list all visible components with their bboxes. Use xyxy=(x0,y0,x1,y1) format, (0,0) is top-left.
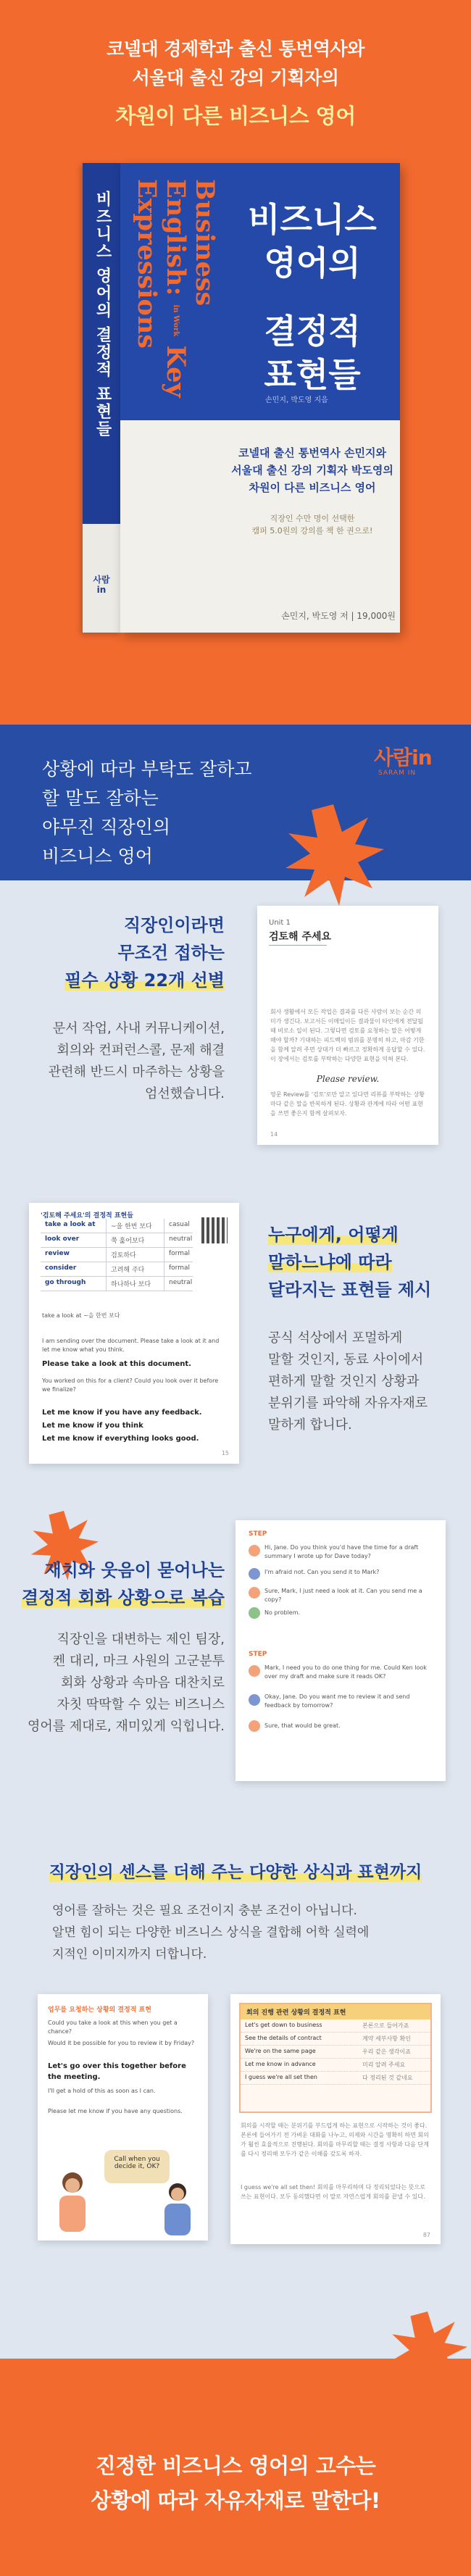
table-title: '검토해 주세요'의 결정적 표현들 xyxy=(41,1212,133,1220)
table-cell-tag: neutral xyxy=(164,1277,193,1291)
step-tag-2: STEP xyxy=(249,1651,267,1658)
table-cell-ko: ~을 한번 보다 xyxy=(106,1219,164,1233)
expression-row xyxy=(241,2059,430,2072)
example-7: Let me know if everything looks good. xyxy=(42,1435,199,1443)
spine-title: 비즈니스 영어의 결정적 표현들 xyxy=(93,191,112,438)
example-4: You worked on this for a client? Could you look over it before we finalize? xyxy=(42,1377,219,1393)
table-cell-en: look over xyxy=(45,1235,80,1243)
feature1-title-3: 필수 상황 22개 선별 xyxy=(64,970,225,991)
table-cell-en: review xyxy=(45,1250,70,1257)
left-line-5: Please let me know if you have any questions. xyxy=(48,2108,183,2114)
expression-row xyxy=(241,2046,430,2059)
feature1-title-1: 직장인이라면 xyxy=(123,915,225,935)
expression-cell-en: See the details of contract xyxy=(245,2035,322,2041)
table-cell-tag: neutral xyxy=(164,1233,193,1247)
spine-bottom xyxy=(83,524,120,633)
sample-page-knowledge-right xyxy=(230,1994,441,2244)
intro-section xyxy=(0,725,471,880)
table-cell-ko: 고려해 주다 xyxy=(106,1262,164,1276)
expression-cell-ko: 본론으로 들어가죠 xyxy=(362,2022,409,2029)
feature2-body-4: 분위기를 파악해 자유자재로 xyxy=(268,1396,428,1411)
expression-cell-ko: 미리 알려 주세요 xyxy=(362,2062,406,2068)
avatar xyxy=(249,1545,260,1556)
feature1-body-1: 문서 작업, 사내 커뮤니케이션, xyxy=(52,1021,225,1036)
english-title xyxy=(132,179,219,420)
hero-line-2: 서울대 출신 강의 기획자의 xyxy=(132,67,339,88)
left-line-4: I'll get a hold of this as soon as I can. xyxy=(48,2088,156,2094)
author-small: 손민지, 박도영 지음 xyxy=(265,396,328,404)
left-line-2: Would it be possible for you to review it by Friday? xyxy=(48,2040,195,2046)
feature3-title-1: 재치와 웃음이 묻어나는 xyxy=(44,1560,225,1580)
feature2-title-1: 누구에게, 어떻게 xyxy=(268,1225,399,1245)
expression-cell-en: We're on the same page xyxy=(245,2048,316,2054)
expression-cell-en: I guess we're all set then xyxy=(245,2074,317,2080)
left-page-head: 업무를 요청하는 상황의 결정적 표현 xyxy=(48,2006,151,2014)
page-paragraph-1: 회사 생활에서 모든 작업은 결과를 다른 사람이 보는 순간 의미가 생긴다. 보고서든 이메일이든 결과물이 타인에게 전달될 때 비로소 일이 된다. 그렇다면 검토를 요청하는 말은 어떻게 해야 할까? 기대하는 피드백의 범위를 분명히 하고, 마감 기한을 함께 알려 주면 상대가 더 빠르고 정확하게 응답할 수 있다. 이 장에서는 검토를 부탁하는 다양한 표현을 익혀 본다. xyxy=(270,1009,425,1062)
book-spine xyxy=(83,163,120,633)
speech-bubble: Call when you decide it, OK? xyxy=(104,2150,170,2183)
book-subtitle-1: 코넬대 출신 통번역사 손민지와 xyxy=(238,446,387,459)
front-top-panel xyxy=(120,163,400,420)
feature4-body-2: 알면 힘이 되는 다양한 비즈니스 상식을 결합해 어학 실력에 xyxy=(52,1925,370,1940)
english-title-2: Key Expressions xyxy=(132,179,191,398)
feature4-title-text: 직장인의 센스를 더해 주는 다양한 상식과 표현까지 xyxy=(49,1863,422,1882)
feature4-body-3: 지적인 이미지까지 더합니다. xyxy=(52,1947,207,1962)
page-number: 14 xyxy=(270,1131,278,1138)
sample-page-unit1 xyxy=(257,906,438,1145)
intro-line-2: 할 말도 잘하는 xyxy=(42,788,159,809)
table-cell-en: consider xyxy=(45,1264,77,1272)
book-title-line-4: 표현들 xyxy=(264,355,361,394)
expression-cell-ko: 다 정리된 것 같네요 xyxy=(362,2075,413,2081)
avatar xyxy=(249,1607,260,1619)
feature4-body-1: 영어를 잘하는 것은 필요 조건이지 충분 조건이 아닙니다. xyxy=(52,1904,357,1918)
feature1-body-2: 회의와 컨퍼런스콜, 문제 해결 xyxy=(57,1043,225,1058)
feature3-body-2: 켄 대리, 마크 사원의 고군분투 xyxy=(52,1654,225,1669)
example-2: I am sending over the document. Please take a look at it and let me know what you think. xyxy=(42,1338,220,1353)
expression-row xyxy=(241,2033,430,2046)
table-row xyxy=(41,1277,193,1291)
person-illustration-icon xyxy=(157,2179,197,2237)
expression-row xyxy=(241,2019,430,2033)
avatar xyxy=(249,1694,260,1706)
page-unit-label: Unit 1 xyxy=(269,919,291,927)
book-note-1: 직장인 수만 명이 선택한 xyxy=(270,514,355,523)
feature2-body-5: 말하게 합니다. xyxy=(268,1417,352,1433)
dialogue-1: Hi, Jane. Do you think you'd have the time for a draft summary I wrote up for Dave today? xyxy=(264,1544,419,1559)
english-title-in-work: in Work xyxy=(172,304,180,337)
feature1-body-3: 관련해 반드시 마주하는 상황을 xyxy=(48,1064,225,1080)
hero-line-3: 차원이 다른 비즈니스 영어 xyxy=(115,104,356,128)
table-cell-tag: formal xyxy=(164,1262,193,1276)
feature2-title xyxy=(268,1221,457,1304)
footer-section xyxy=(0,2359,471,2576)
english-title-1: Business English: xyxy=(161,179,220,307)
footer-line-1: 진정한 비즈니스 영어의 고수는 xyxy=(95,2454,376,2478)
book-title xyxy=(229,198,396,396)
feature3-title xyxy=(14,1556,225,1612)
table-cell-tag: casual xyxy=(164,1219,193,1233)
book-cover xyxy=(83,163,400,645)
dialogue-6: Okay, Jane. Do you want me to review it and send feedback by tomorrow? xyxy=(264,1693,410,1709)
left-line-3: Let's go over this together before the meeting. xyxy=(48,2062,186,2081)
feature1-title-2: 무조건 접하는 xyxy=(117,943,225,963)
table-row xyxy=(41,1233,193,1248)
avatar xyxy=(249,1587,260,1598)
example-1: take a look at ~을 한번 보다 xyxy=(42,1312,120,1319)
feature1-title xyxy=(29,912,225,994)
sample-page-knowledge-left xyxy=(38,1994,208,2241)
table-row xyxy=(41,1248,193,1262)
sample-page-dialogue xyxy=(236,1520,446,1781)
hero-headline xyxy=(0,35,471,133)
feature2-title-3: 달라지는 표현들 제시 xyxy=(268,1280,432,1300)
expression-box xyxy=(239,2003,432,2113)
expression-cell-en: Let's get down to business xyxy=(245,2022,322,2028)
book-subtitle xyxy=(229,444,396,496)
table-cell-tag: formal xyxy=(164,1248,193,1262)
brand-logo-sub: SARAM IN xyxy=(378,770,417,777)
example-5: Let me know if you have any feedback. xyxy=(42,1409,202,1417)
expression-row xyxy=(241,2072,430,2085)
intro-line-4: 비즈니스 영어 xyxy=(42,846,153,867)
table-cell-ko: 검토하다 xyxy=(106,1248,164,1262)
page-review-phrase: Please review. xyxy=(316,1074,380,1084)
feature3-body-4: 자칫 딱딱할 수 있는 비즈니스 xyxy=(57,1697,225,1712)
expression-box-head: 회의 진행 관련 상황의 결정적 표현 xyxy=(241,2004,430,2019)
dialogue-7: Sure, that would be great. xyxy=(264,1722,341,1729)
avatar xyxy=(249,1720,260,1732)
feature4-title xyxy=(0,1859,471,1886)
feature2-body-3: 편하게 말할 것인지 상황과 xyxy=(268,1374,420,1389)
spine-logo: 사람in xyxy=(93,575,110,595)
book-front xyxy=(120,163,400,633)
starburst-icon xyxy=(283,804,384,906)
table-row xyxy=(41,1219,193,1233)
dialogue-3: Sure, Mark, I just need a look at it. Can you send me a copy? xyxy=(264,1588,422,1603)
dialogue-5: Mark, I need you to do one thing for me. Could Ken look over my draft and make sure it reads OK? xyxy=(264,1664,427,1680)
intro-line-1: 상황에 따라 부탁도 잘하고 xyxy=(42,759,252,780)
sample-page-table xyxy=(29,1203,239,1464)
feature3-title-2: 결정적 회화 상황으로 복습 xyxy=(21,1588,225,1608)
table-row xyxy=(41,1262,193,1277)
table-cell-ko: 쭉 훑어보다 xyxy=(106,1233,164,1247)
expression-cell-ko: 계약 세부사항 확인 xyxy=(362,2035,411,2042)
expression-box-rows xyxy=(241,2019,430,2085)
book-price: 손민지, 박도영 저 | 19,000원 xyxy=(281,611,396,621)
page-number: 87 xyxy=(422,2232,430,2238)
intro-text xyxy=(42,755,252,871)
book-note xyxy=(229,512,396,537)
book-note-2: 캠퍼 5.0원의 강의를 책 한 권으로! xyxy=(251,526,373,535)
book-subtitle-3: 차원이 다른 비즈니스 영어 xyxy=(249,481,376,494)
dialogue-2: I'm afraid not. Can you send it to Mark? xyxy=(264,1569,380,1575)
dialogue-4: No problem. xyxy=(264,1609,301,1616)
brand-logo: 사람in xyxy=(374,746,432,770)
footer-text xyxy=(0,2448,471,2518)
expression-cell-en: Let me know in advance xyxy=(245,2061,316,2067)
feature3-body xyxy=(7,1629,225,1738)
table-cell-ko: 하나하나 보다 xyxy=(106,1277,164,1291)
example-6: Let me know if you think xyxy=(42,1422,143,1430)
expression-table xyxy=(41,1219,193,1291)
page-number: 15 xyxy=(221,1450,229,1456)
feature1-body xyxy=(14,1018,225,1105)
avatar xyxy=(249,1665,260,1677)
book-subtitle-2: 서울대 출신 강의 기획자 박도영의 xyxy=(231,464,393,477)
feature2-body xyxy=(268,1327,464,1436)
hero-line-1: 코넬대 경제학과 출신 통번역사와 xyxy=(107,38,364,59)
feature2-title-2: 말하느냐에 따라 xyxy=(268,1252,392,1272)
step-tag-1: STEP xyxy=(249,1530,267,1538)
feature2-title-1-wrap xyxy=(268,1221,457,1249)
feature3-title-2-wrap xyxy=(14,1584,225,1612)
intro-line-3: 야무진 직장인의 xyxy=(42,817,170,838)
feature2-body-2: 말할 것인지, 동료 사이에서 xyxy=(268,1352,424,1367)
person-illustration-icon xyxy=(51,2168,94,2237)
footer-line-2: 상황에 따라 자유자재로 말한다! xyxy=(91,2488,380,2513)
feature1-body-4: 엄선했습니다. xyxy=(144,1086,225,1101)
left-line-1: Could you take a look at this when you get a chance? xyxy=(48,2019,178,2035)
feature3-body-3: 회화 상황과 속마음 대찬치로 xyxy=(61,1675,225,1691)
feature2-body-1: 공식 석상에서 포멀하게 xyxy=(268,1330,403,1346)
right-page-text-2: I guess we're all set then! 회의를 마무리하며 다 정리되었다는 뜻으로 쓰는 표현이다. 모두 동의했다면 이 말로 자연스럽게 회의를 끝낼 수 있다. xyxy=(241,2184,425,2200)
book-title-line-2: 영어의 xyxy=(264,243,361,283)
example-3: Please take a look at this document. xyxy=(42,1360,191,1368)
feature1-title-3-wrap xyxy=(29,967,225,994)
feature3-body-5: 영어를 제대로, 재미있게 익힙니다. xyxy=(27,1719,225,1734)
expression-cell-ko: 우리 같은 생각이죠 xyxy=(362,2048,411,2055)
qr-code-icon xyxy=(201,1217,228,1243)
table-cell-en: take a look at xyxy=(45,1221,96,1228)
right-page-text: 회의를 시작할 때는 분위기를 부드럽게 하는 표현으로 시작하는 것이 좋다. 본론에 들어가기 전 가벼운 대화를 나누고, 의제와 시간을 명확히 하면 회의가 훨씬 효율적으로 진행된다. 회의를 마무리할 때는 결정 사항과 다음 단계를 다시 정리해 모두가 같은 이해를 갖도록 하자. xyxy=(241,2122,429,2157)
page-divider xyxy=(269,945,327,946)
feature4-body xyxy=(52,1900,443,1965)
book-title-line-3: 결정적 xyxy=(264,312,361,351)
page-paragraph-2: 영문 Review를 '검토'로만 알고 있다면 리뷰를 부탁하는 상황마다 같은 말을 반복하게 된다. 상황과 관계에 따라 어떤 표현을 쓰면 좋은지 함께 살펴보자. xyxy=(270,1091,425,1117)
hero-section xyxy=(0,0,471,725)
avatar xyxy=(249,1568,260,1580)
book-title-line-1: 비즈니스 xyxy=(248,200,377,239)
page-unit-title: 검토해 주세요 xyxy=(269,931,332,943)
table-cell-en: go through xyxy=(45,1279,86,1286)
feature2-title-2-wrap xyxy=(268,1249,457,1276)
feature3-body-1: 직장인을 대변하는 제인 팀장, xyxy=(57,1632,225,1647)
